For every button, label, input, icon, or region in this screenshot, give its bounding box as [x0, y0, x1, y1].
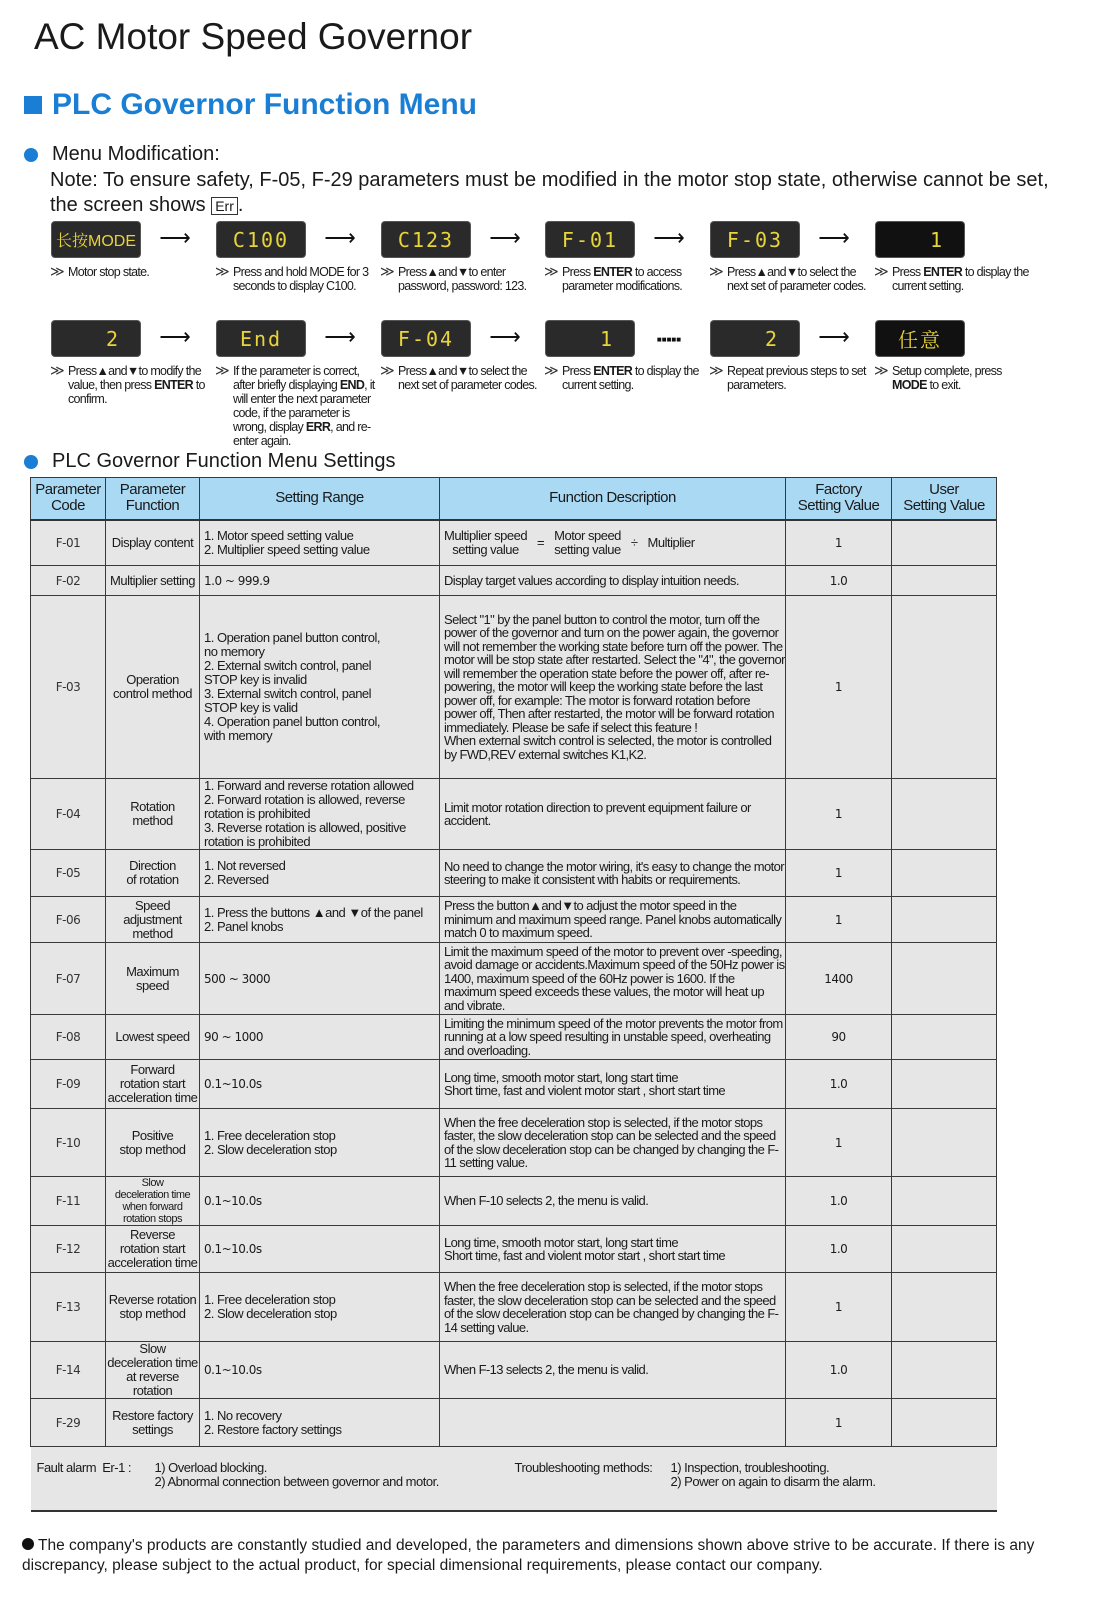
troubleshooting-methods: 1) Inspection, troubleshooting. 2) Power on again to disarm the alarm.: [670, 1460, 876, 1489]
chevron-icon: ≫: [215, 362, 230, 378]
chevron-icon: ≫: [544, 263, 559, 279]
caption-text: to display the current setting.: [892, 265, 1029, 293]
bullet-icon: [22, 1538, 34, 1550]
step-caption: [50, 265, 213, 279]
heading-text: PLC Governor Function Menu Settings: [52, 450, 396, 472]
settings-heading: [24, 450, 396, 473]
display-step-7: 2: [52, 321, 140, 356]
footer-text: The company's products are constantly studied and developed, the parameters and dimensions shown above strive to be accurate. If there is any discrepancy, please subject to the actual product, for special dimensional requirements, please contact our company.: [22, 1536, 1035, 1574]
setting-range: 1. Free deceleration stop 2. Slow deceleration stop: [200, 1273, 440, 1342]
chevron-icon: ≫: [874, 362, 889, 378]
setting-range: 1. Free deceleration stop 2. Slow deceleration stop: [200, 1109, 440, 1177]
setting-range: 0.1~10.0s: [200, 1226, 440, 1273]
table-row: [31, 779, 997, 850]
parameter-code: F-10: [31, 1109, 106, 1177]
ellipsis-icon: ■■■■■: [656, 335, 682, 344]
parameter-code: F-12: [31, 1226, 106, 1273]
table-row: [31, 520, 997, 566]
factory-setting-value: 1.0: [786, 1177, 892, 1226]
user-setting-value: [892, 1109, 997, 1177]
parameter-function: Restore factory settings: [106, 1399, 200, 1447]
parameter-code: F-04: [31, 779, 106, 850]
factory-setting-value: 1: [786, 1399, 892, 1447]
display-step-9: F-04: [382, 321, 470, 356]
caption-text: to exit.: [926, 378, 961, 392]
column-header: User Setting Value: [892, 478, 997, 520]
arrow-right-icon: ⟶: [324, 225, 356, 250]
caption-text: ENTER: [923, 265, 963, 279]
factory-setting-value: 1: [786, 850, 892, 897]
table-row: [31, 850, 997, 897]
display-step-6: 1: [876, 222, 964, 257]
parameter-code: F-29: [31, 1399, 106, 1447]
caption-text: Motor stop state.: [68, 265, 150, 279]
display-step-1: 长按MODE: [52, 222, 140, 257]
note-text: Note: To ensure safety, F-05, F-29 parameters must be modified in the motor stop state, otherwise cannot be set, the screen shows: [50, 169, 1049, 216]
caption-text: Setup complete, press: [892, 364, 1002, 378]
arrow-right-icon: ⟶: [818, 225, 850, 250]
menu-modification-heading: [24, 143, 220, 166]
caption-text: MODE: [892, 378, 927, 392]
setting-range: 0.1~10.0s: [200, 1342, 440, 1399]
formula-part: Multiplier speed setting value: [444, 527, 528, 557]
caption-text: Press: [892, 265, 924, 279]
function-description: Limit the maximum speed of the motor to prevent over -speeding, avoid damage or accidents.Maximum speed of the 50Hz power is 1400, maximum speed of the 60Hz power is 1600. If the maximum speed exceeds these values, the motor will heat up and vibrate.: [440, 943, 786, 1015]
chevron-icon: ≫: [380, 263, 395, 279]
parameter-function: Speed adjustment method: [106, 897, 200, 943]
parameter-function: Maximum speed: [106, 943, 200, 1015]
table-row: [31, 1060, 997, 1109]
function-description: No need to change the motor wiring, it's easy to change the motor steering to make it consistent with habits or requirements.: [440, 850, 786, 897]
caption-text: ENTER: [593, 265, 633, 279]
user-setting-value: [892, 1060, 997, 1109]
section-heading: [24, 88, 477, 122]
factory-setting-value: 1: [786, 779, 892, 850]
caption-text: Press and hold MODE for 3 seconds to display C100.: [233, 265, 369, 293]
factory-setting-value: 1: [786, 596, 892, 779]
fault-causes: 1) Overload blocking. 2) Abnormal connection between governor and motor.: [154, 1460, 439, 1489]
column-header: Function Description: [440, 478, 786, 520]
parameter-code: F-13: [31, 1273, 106, 1342]
table-and-footer: [22, 477, 1090, 1576]
display-step-8: End: [217, 321, 305, 356]
caption-text: ENTER: [154, 378, 193, 392]
function-description: [440, 520, 786, 566]
display-step-5: F-03: [711, 222, 799, 257]
parameter-function: Reverse rotation start acceleration time: [106, 1226, 200, 1273]
factory-setting-value: 1.0: [786, 1342, 892, 1399]
factory-setting-value: 1: [786, 897, 892, 943]
parameter-function: Multiplier setting: [106, 566, 200, 596]
parameter-function: Rotation method: [106, 779, 200, 850]
step-caption: [709, 364, 872, 392]
chevron-icon: ≫: [50, 263, 65, 279]
note-end: .: [237, 194, 244, 216]
table-row: [31, 1226, 997, 1273]
section-title: PLC Governor Function Menu: [52, 88, 477, 121]
parameter-code: F-07: [31, 943, 106, 1015]
footer-disclaimer: [22, 1536, 1087, 1576]
parameter-function: Direction of rotation: [106, 850, 200, 897]
parameter-code: F-06: [31, 897, 106, 943]
troubleshooting-label: Troubleshooting methods:: [514, 1460, 653, 1475]
caption-text: to display the current setting.: [562, 364, 699, 392]
function-description: When F-10 selects 2, the menu is valid.: [440, 1177, 786, 1226]
table-row: [31, 1342, 997, 1399]
step-caption: [215, 364, 378, 448]
factory-setting-value: 1: [786, 1109, 892, 1177]
factory-setting-value: 1: [786, 1273, 892, 1342]
fault-label: Fault alarm Er-1 :: [36, 1460, 132, 1475]
caption-text: If the parameter is correct, after briefly displaying: [233, 364, 360, 392]
parameter-function: Lowest speed: [106, 1015, 200, 1060]
function-description: When the free deceleration stop is selected, if the motor stops faster, the slow deceleration stop can be selected and the speed of the slow deceleration stop can be changed by changing the F-14 setting value.: [440, 1273, 786, 1342]
column-header: Factory Setting Value: [786, 478, 892, 520]
setting-range: 90 ~ 1000: [200, 1015, 440, 1060]
table-row: [31, 566, 997, 596]
display-step-3: C123: [382, 222, 470, 257]
caption-text: Repeat previous steps to set parameters.: [727, 364, 866, 392]
caption-text: ENTER: [593, 364, 633, 378]
table-row: [31, 1177, 997, 1226]
chevron-icon: ≫: [709, 263, 724, 279]
caption-text: Press▲and▼to select the next set of parameter codes.: [398, 364, 537, 392]
user-setting-value: [892, 943, 997, 1015]
parameter-code: F-11: [31, 1177, 106, 1226]
setting-range: 1. Motor speed setting value 2. Multiplier speed setting value: [200, 520, 440, 566]
parameter-function: Slow deceleration time at reverse rotation: [107, 1341, 198, 1398]
table-row: [31, 1015, 997, 1060]
chevron-icon: ≫: [544, 362, 559, 378]
parameter-function: Reverse rotation stop method: [106, 1273, 200, 1342]
user-setting-value: [892, 1015, 997, 1060]
function-description: When the free deceleration stop is selected, if the motor stops faster, the slow deceleration stop can be selected and the speed of the slow deceleration stop can be changed by changing the F-11 setting value.: [440, 1109, 786, 1177]
user-setting-value: [892, 596, 997, 779]
parameter-code: F-05: [31, 850, 106, 897]
caption-text: Press: [562, 364, 594, 378]
arrow-right-icon: ⟶: [489, 225, 521, 250]
step-caption: [544, 265, 707, 293]
caption-text: to access parameter modifications.: [562, 265, 683, 293]
factory-setting-value: 1: [786, 520, 892, 566]
column-header: Setting Range: [200, 478, 440, 520]
err-display: Err: [211, 197, 238, 215]
setting-range: 1. Operation panel button control, no memory 2. External switch control, panel STOP key is invalid 3. External switch control, panel STOP key is valid 4. Operation panel button control, with memory: [200, 596, 440, 779]
step-caption: [215, 265, 378, 293]
parameter-code: F-09: [31, 1060, 106, 1109]
user-setting-value: [892, 1177, 997, 1226]
formula-part: ÷: [630, 534, 638, 550]
table-row: [31, 1109, 997, 1177]
parameter-function: Forward rotation start acceleration time: [106, 1060, 200, 1109]
safety-note: [50, 168, 1050, 218]
arrow-right-icon: ⟶: [159, 225, 191, 250]
setting-range: 1. Press the buttons ▲and ▼of the panel 2. Panel knobs: [200, 897, 440, 943]
user-setting-value: [892, 566, 997, 596]
setting-range: 1. No recovery 2. Restore factory settings: [200, 1399, 440, 1447]
parameter-function: Operation control method: [106, 596, 200, 779]
setting-range: 1. Not reversed 2. Reversed: [200, 850, 440, 897]
function-description: When F-13 selects 2, the menu is valid.: [440, 1342, 786, 1399]
setting-range: 500 ~ 3000: [200, 943, 440, 1015]
caption-text: , and re-enter again.: [233, 420, 371, 448]
parameter-code: F-03: [31, 596, 106, 779]
chevron-icon: ≫: [215, 263, 230, 279]
heading-text: Menu Modification:: [52, 143, 220, 165]
chevron-icon: ≫: [380, 362, 395, 378]
step-caption: [874, 364, 1037, 392]
fault-alarm-row: [31, 1447, 997, 1511]
page-title: AC Motor Speed Governor: [34, 16, 473, 57]
parameter-code: F-14: [31, 1342, 106, 1399]
function-menu-table: [30, 477, 997, 1512]
parameter-code: F-02: [31, 566, 106, 596]
step-caption: [50, 364, 213, 406]
caption-text: to confirm.: [68, 378, 205, 406]
arrow-right-icon: ⟶: [324, 324, 356, 349]
function-description: Long time, smooth motor start, long start time Short time, fast and violent motor start , short start time: [440, 1060, 786, 1109]
caption-text: ERR: [305, 420, 331, 434]
function-description: Limiting the minimum speed of the motor prevents the motor from running at a low speed resulting in unstable speed, overheating and overloading.: [440, 1015, 786, 1060]
bullet-icon: [24, 455, 38, 469]
caption-text: END: [339, 378, 365, 392]
caption-text: Press▲and▼to select the next set of parameter codes.: [727, 265, 866, 293]
function-description: Long time, smooth motor start, long start time Short time, fast and violent motor start , short start time: [440, 1226, 786, 1273]
display-step-10: 1: [546, 321, 634, 356]
arrow-right-icon: ⟶: [489, 324, 521, 349]
step-caption: [380, 265, 543, 293]
column-header: Parameter Code: [31, 478, 106, 520]
table-row: [31, 1273, 997, 1342]
user-setting-value: [892, 1273, 997, 1342]
setting-range: 1. Forward and reverse rotation allowed 2. Forward rotation is allowed, reverse rotation is prohibited 3. Reverse rotation is allowed, positive rotation is prohibited: [200, 779, 440, 850]
arrow-right-icon: ⟶: [653, 225, 685, 250]
step-caption: [380, 364, 543, 392]
function-description: Select "1" by the panel button to control the motor, turn off the power of the governor and turn on the power again, the governor will not remember the working state before turn off the power. The motor will be stop state after restarted. Select the "4", the governor will remember the operation state before the power off, after re-powering, the motor will keep the working state before the last power off, for example: The motor is forward rotation before power off, Then after restarted, the motor will be forward rotation immediately. Please be safe if select this feature ! When external switch control is selected, the motor is controlled by FWD,REV external switches K1,K2.: [440, 596, 786, 779]
arrow-right-icon: ⟶: [818, 324, 850, 349]
caption-text: , it will enter the next parameter code, if the parameter is wrong, display: [233, 378, 375, 434]
user-setting-value: [892, 779, 997, 850]
display-step-11: 2: [711, 321, 799, 356]
factory-setting-value: 1.0: [786, 1226, 892, 1273]
parameter-code: F-08: [31, 1015, 106, 1060]
formula-part: =: [537, 534, 545, 550]
caption-text: Press: [562, 265, 594, 279]
table-row: [31, 596, 997, 779]
user-setting-value: [892, 1226, 997, 1273]
function-description: [440, 1399, 786, 1447]
user-setting-value: [892, 1399, 997, 1447]
display-step-4: F-01: [546, 222, 634, 257]
step-caption: [874, 265, 1037, 293]
bullet-icon: [24, 148, 38, 162]
function-description: Press the button▲and▼to adjust the motor speed in the minimum and maximum speed range. Panel knobs automatically match 0 to maximum speed.: [440, 897, 786, 943]
factory-setting-value: 90: [786, 1015, 892, 1060]
factory-setting-value: 1.0: [786, 1060, 892, 1109]
fault-alarm-info: [31, 1447, 997, 1511]
user-setting-value: [892, 850, 997, 897]
caption-text: Press▲and▼to modify the value, then press: [68, 364, 202, 392]
display-step-2: C100: [217, 222, 305, 257]
chevron-icon: ≫: [50, 362, 65, 378]
arrow-right-icon: ⟶: [159, 324, 191, 349]
table-header-row: [31, 478, 997, 520]
table-row: [31, 897, 997, 943]
setting-range: 0.1~10.0s: [200, 1060, 440, 1109]
function-description: Limit motor rotation direction to prevent equipment failure or accident.: [440, 779, 786, 850]
parameter-function: Slow deceleration time when forward rotation stops: [106, 1177, 200, 1226]
user-setting-value: [892, 1342, 997, 1399]
square-bullet-icon: [24, 96, 42, 114]
display-step-12: 任意: [876, 321, 964, 356]
column-header: Parameter Function: [106, 478, 200, 520]
user-setting-value: [892, 520, 997, 566]
setting-range: 0.1~10.0s: [200, 1177, 440, 1226]
formula-part: Motor speed setting value: [554, 527, 621, 557]
factory-setting-value: 1400: [786, 943, 892, 1015]
user-setting-value: [892, 897, 997, 943]
parameter-code: F-01: [31, 520, 106, 566]
formula-part: Multiplier: [647, 534, 695, 550]
step-caption: [544, 364, 707, 392]
step-caption: [709, 265, 872, 293]
setting-range: 1.0 ~ 999.9: [200, 566, 440, 596]
parameter-function: Display content: [106, 520, 200, 566]
parameter-function: Positive stop method: [106, 1109, 200, 1177]
chevron-icon: ≫: [874, 263, 889, 279]
caption-text: Press▲and▼to enter password, password: 123.: [398, 265, 527, 293]
function-description: Display target values according to display intuition needs.: [440, 566, 786, 596]
chevron-icon: ≫: [709, 362, 724, 378]
factory-setting-value: 1.0: [786, 566, 892, 596]
table-row: [31, 943, 997, 1015]
table-row: [31, 1399, 997, 1447]
